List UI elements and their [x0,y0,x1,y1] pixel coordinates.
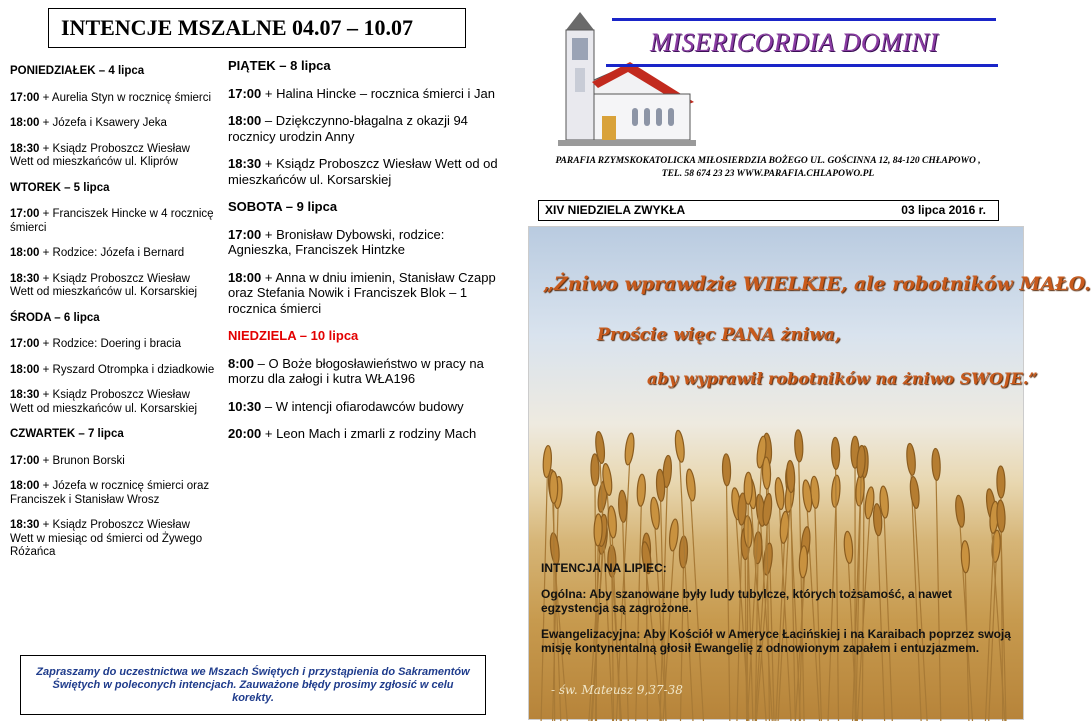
wheat-head [637,474,647,506]
mass-entry [228,399,503,415]
mass-intention-text: + Anna w dniu imienin, Stanisław Czapp oraz Stefania Nowik i Franciszek Blok – 1 rocznica śmierci [228,269,496,316]
wheat-field-image [528,226,1091,720]
mass-entry [10,247,215,261]
liturgical-day-name: XIV NIEDZIELA ZWYKŁA [545,203,686,217]
wheat-head [831,437,840,469]
mass-entry [228,227,503,258]
mass-time: 10:30 [228,398,262,414]
quote-line-2: Proście więc PANA żniwa, [597,325,841,345]
mass-time: 20:00 [228,426,262,441]
mass-entry [228,86,503,102]
mass-intention-text: + Halina Hincke – rocznica śmierci i Jan [261,85,495,101]
header-rule-top [612,18,996,21]
bulletin-title: INTENCJE MSZALNE 04.07 – 10.07 [48,8,466,48]
mass-entry [10,143,215,170]
mass-intention-text: + Ksiądz Proboszcz Wiesław Wett od od mieszkańców ul. Korsarskiej [228,156,498,187]
mass-intention-text: – O Boże błogosławieństwo w pracy na morzu dla załogi i kutra WŁA196 [228,355,484,386]
mass-intention-text: + Ryszard Otrompka i dziadkowie [39,363,215,376]
mass-time: 17:00 [228,85,262,101]
wheat-head [607,506,617,538]
mass-time: 17:00 [10,338,40,350]
wheat-head [722,454,731,486]
mass-entry [10,455,215,469]
wheat-head [906,443,917,476]
mass-time: 18:30 [228,156,262,171]
mass-entry [10,480,215,507]
wheat-head [931,448,940,480]
mass-intention-text: + Józefa w rocznicę śmierci oraz Franciszek i Stanisław Wrosz [10,480,210,506]
mass-time: 17:00 [228,226,262,242]
wheat-head [954,495,965,528]
mass-entry [228,156,503,187]
liturgical-day-date: 03 lipca 2016 r. [901,203,986,217]
wheat-head [550,471,558,503]
monthly-intention [541,561,1011,667]
mass-intention-text: + Józefa i Ksawery Jeka [39,117,167,129]
mass-time: 18:00 [10,117,40,129]
mass-entry [10,389,215,416]
mass-entry [10,364,215,378]
mass-entry [228,113,503,144]
mass-entry [10,273,215,300]
mass-time: 18:00 [228,113,262,128]
mass-time: 18:00 [10,363,40,376]
mass-intention-text: + Ksiądz Proboszcz Wiesław Wett od mieszkańców ul. Kliprów [10,142,190,168]
wheat-head [650,497,661,530]
mass-intention-text: + Ksiądz Proboszcz Wiesław Wett od mieszkańców ul. Korsarskiej [10,389,198,415]
mass-time: 18:00 [10,480,40,492]
day-heading: PIĄTEK – 8 lipca [228,58,331,73]
wheat-head [685,469,696,502]
quote-source: - św. Mateusz 9,37-38 [551,683,683,697]
mass-intention-text: + Franciszek Hincke w 4 rocznicę śmierci [10,208,214,234]
wheat-head [668,519,679,552]
brand-title: MISERICORDIA DOMINI [650,28,939,57]
mass-entry [228,426,503,442]
day-heading: CZWARTEK – 7 lipca [10,428,124,440]
mass-entry [10,117,215,131]
wheat-head [794,430,803,462]
mass-intention-text: – W intencji ofiarodawców budowy [261,398,464,414]
mass-intention-text: + Bronisław Dybowski, rodzice: Agnieszka, Franciszek Hintzke [228,226,445,257]
wheat-head [624,433,636,466]
wheat-head [674,430,686,463]
mass-intention-text: + Aurelia Styn w rocznicę śmierci [39,91,212,104]
wheat-head [774,477,785,510]
mass-time: 18:00 [228,269,262,285]
mass-time: 17:00 [10,91,40,104]
day-heading: SOBOTA – 9 lipca [228,199,338,214]
wheat-head [744,472,752,504]
wheat-head [762,457,771,489]
mass-time: 18:30 [10,142,40,155]
mass-entry [228,270,503,317]
mass-time: 18:30 [10,272,40,285]
wheat-head [618,490,628,522]
mass-time: 18:30 [10,389,40,401]
mass-intentions-column-1 [10,58,215,572]
day-heading: WTOREK – 5 lipca [10,181,110,194]
mass-intention-text: + Rodzice: Józefa i Bernard [39,247,185,259]
mass-intention-text: + Ksiądz Proboszcz Wiesław Wett od mieszkańców ul. Korsarskiej [10,272,198,298]
header-rule-bottom [606,64,998,67]
mass-intention-text: + Ksiądz Proboszcz Wiesław Wett w miesiąc od śmierci od Żywego Różańca [10,519,203,558]
mass-intention-text: + Brunon Borski [39,454,125,467]
wheat-head [843,531,853,563]
intention-general: Ogólna: Aby szanowane były ludy tubylcze, których tożsamość, a nawet egzystencja są zagrożone. [541,587,952,615]
parish-address: PARAFIA RZYMSKOKATOLICKA MIŁOSIERDZIA BOŻEGO UL. GOŚCINNA 12, 84-120 CHŁAPOWO , TEL. 58 674 23 23 WWW.PARAFIA.CHLAPOWO.PL [555,156,981,179]
wheat-head [762,493,773,526]
footer-note: Zapraszamy do uczestnictwa we Mszach Świętych i przystąpienia do Sakramentów Świętych w poleconych intencjach. Zauważone błędy prosimy zgłosić w celu korekty. [20,655,486,715]
day-heading: ŚRODA – 6 lipca [10,311,100,324]
liturgical-day-box [538,200,999,221]
wheat-head [909,476,920,509]
day-heading: NIEDZIELA – 10 lipca [228,328,359,343]
wheat-head [997,466,1006,498]
mass-intention-text: + Leon Mach i zmarli z rodziny Mach [261,426,477,441]
mass-time: 8:00 [228,355,255,371]
mass-entry [10,92,215,106]
wheat-head [996,500,1005,532]
mass-entry [10,338,215,352]
mass-time: 17:00 [10,454,40,467]
wheat-head [594,514,603,546]
mass-entry [10,519,215,560]
mass-entry [10,208,215,235]
mass-time: 18:30 [10,519,40,531]
intention-evangelization: Ewangelizacyjna: Aby Kościół w Ameryce Łacińskiej i na Karaibach poprzez swoją misję kontynentalną głosił Ewangelię z odnowionym zapałem i entuzjazmem. [541,627,1011,655]
quote-line-3: aby wyprawił robotników na żniwo SWOJE.” [647,369,1038,388]
mass-time: 18:00 [10,247,40,259]
mass-time: 17:00 [10,208,40,220]
intention-title: INTENCJA NA LIPIEC: [541,561,667,575]
mass-entry [228,356,503,387]
mass-intention-text: – Dziękczynno-błagalna z okazji 94 rocznicy urodzin Anny [228,113,468,144]
mass-intention-text: + Rodzice: Doering i bracia [39,338,182,350]
day-heading: PONIEDZIAŁEK – 4 lipca [10,65,145,77]
quote-line-1: „Żniwo wprawdzie WIELKIE, ale robotników MAŁO. [543,273,1091,295]
mass-intentions-column-2 [228,58,503,454]
